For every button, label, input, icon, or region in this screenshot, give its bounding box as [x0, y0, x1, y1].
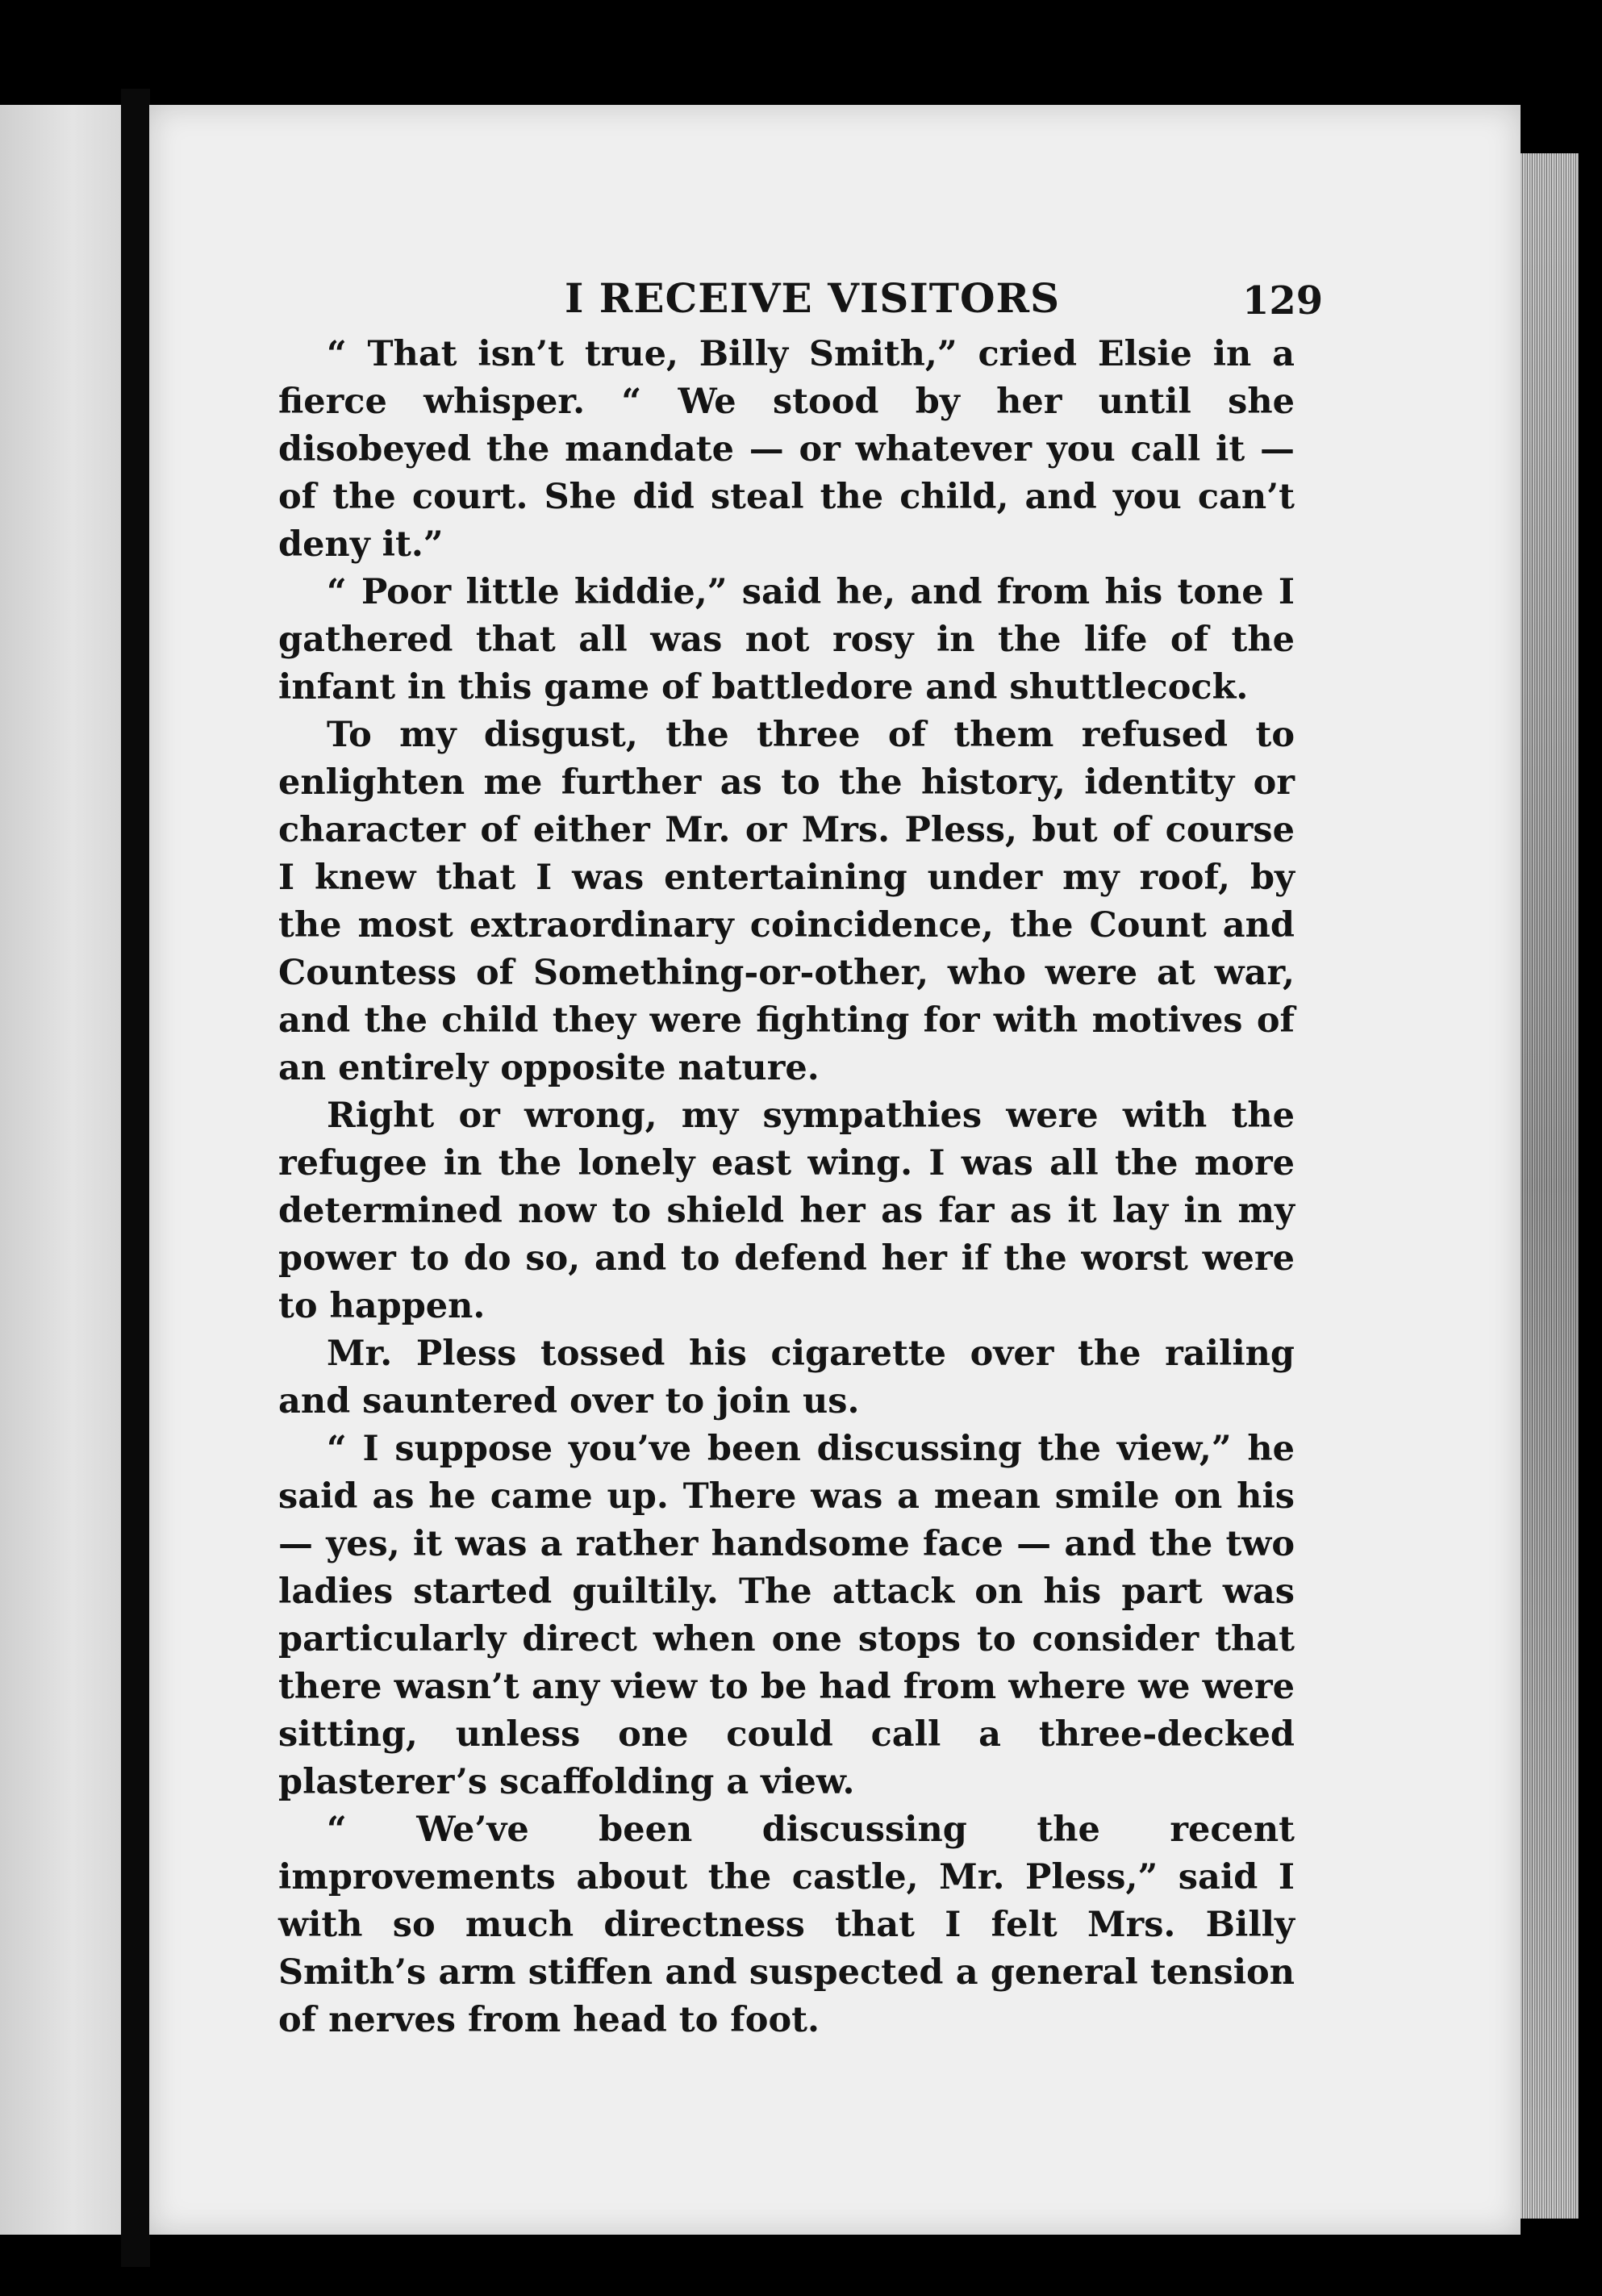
paragraph: Mr. Pless tossed his cigarette over the railing and sauntered over to join us. [278, 1334, 1295, 1421]
paragraph: “ Poor little kiddie,” said he, and from his tone I gathered that all was not rosy in the life of the infant in this game of battledore and shuttlecock. [278, 572, 1295, 708]
paragraph: Right or wrong, my sympathies were with the refugee in the lonely east wing. I was all the more determined now to shield her as far as it lay in my power to do so, and to defend her if the worst were to happen. [278, 1096, 1295, 1326]
running-title: I RECEIVE VISITORS [565, 274, 1061, 322]
page-stack-shadow [1521, 153, 1579, 2219]
left-page-edge [0, 105, 121, 2235]
page-number: 129 [1242, 278, 1324, 324]
paragraph: “ We’ve been discussing the recent improvements about the castle, Mr. Pless,” said I with so much directness that I felt Mrs. Billy Smith’s arm stiffen and suspected a general tension of nerves from head to foot. [278, 1810, 1295, 2040]
body-text [278, 331, 1295, 2044]
paragraph: “ I suppose you’ve been discussing the view,” he said as he came up. There was a mean smile on his — yes, it was a rather handsome face — and the two ladies started guiltily. The attack on his part was particularly direct when one stops to consider that there wasn’t any view to be had from where we were sitting, unless one could call a three-decked plasterer’s scaffolding a view. [278, 1429, 1295, 1802]
paragraph: “ That isn’t true, Billy Smith,” cried Elsie in a fierce whisper. “ We stood by her until she disobeyed the mandate — or whatever you call it — of the court. She did steal the child, and you can’t deny it.” [278, 334, 1295, 565]
paragraph: To my disgust, the three of them refused to enlighten me further as to the history, identity or character of either Mr. or Mrs. Pless, but of course I knew that I was entertaining under my roof, by the most extraordinary coincidence, the Count and Countess of Something-or-other, who were at war, and the child they were fighting for with motives of an entirely opposite nature. [278, 715, 1295, 1088]
book-gutter [121, 89, 150, 2267]
